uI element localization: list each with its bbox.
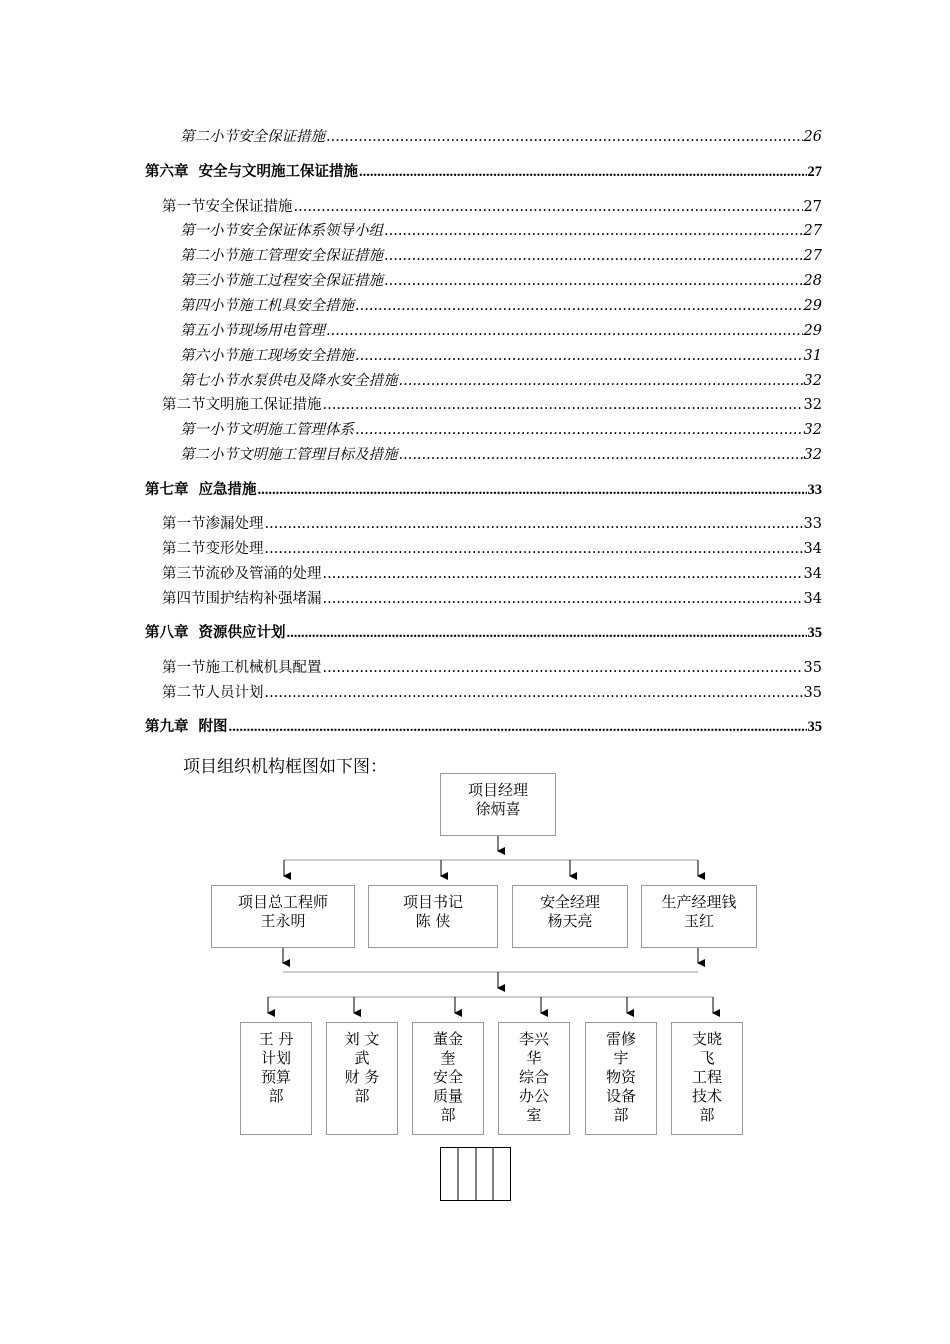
org-box-department bbox=[671, 1022, 743, 1135]
toc-entry-title: 人员计划 bbox=[205, 685, 264, 701]
toc-entry-page: 26 bbox=[803, 129, 822, 145]
toc-entry-page: 33 bbox=[807, 482, 822, 498]
toc-entry-title: 流砂及管涌的处理 bbox=[205, 566, 322, 582]
org-box-department bbox=[585, 1022, 657, 1135]
org-box-text-line: 华 bbox=[526, 1049, 542, 1067]
toc-entry-number: 第一节 bbox=[162, 660, 206, 676]
toc-entry-title: 应急措施 bbox=[198, 482, 257, 498]
org-box-text-line: 项目经理 bbox=[467, 781, 528, 799]
toc-entry-title: 施工过程安全保证措施 bbox=[238, 273, 383, 289]
toc-entry-number: 第二小节 bbox=[180, 248, 238, 264]
org-box-text-line: 李兴 bbox=[518, 1030, 549, 1048]
toc-entry-page: 34 bbox=[803, 541, 822, 557]
org-box-text-line: 部 bbox=[699, 1106, 715, 1124]
toc-entry-page: 34 bbox=[803, 566, 822, 582]
org-box-text-line: 刘 文 bbox=[344, 1030, 380, 1048]
toc-entry-number: 第四节 bbox=[162, 591, 206, 607]
org-box-text-line: 飞 bbox=[699, 1049, 715, 1067]
toc-entry-page: 32 bbox=[803, 397, 822, 413]
toc-entry-page: 27 bbox=[803, 223, 822, 239]
toc-entry-page: 34 bbox=[803, 591, 822, 607]
org-box-department bbox=[326, 1022, 398, 1135]
toc-entry-page: 27 bbox=[803, 248, 822, 264]
toc-entry-title: 安全保证措施 bbox=[205, 199, 293, 215]
toc-entry-number: 第三节 bbox=[162, 566, 206, 582]
toc-entry-page: 32 bbox=[803, 447, 822, 463]
org-box-text-line: 陈 侠 bbox=[415, 912, 451, 930]
toc-entry-page: 29 bbox=[803, 323, 822, 339]
toc-entry-title: 资源供应计划 bbox=[198, 625, 286, 641]
toc-entry-number: 第二节 bbox=[162, 685, 206, 701]
toc-entry-number: 第一节 bbox=[162, 516, 206, 532]
toc-entry-title: 现场用电管理 bbox=[238, 323, 325, 339]
toc-entry-number: 第二节 bbox=[162, 541, 206, 557]
toc-entry-number: 第八章 bbox=[145, 625, 189, 641]
toc-entry-page: 27 bbox=[803, 199, 822, 215]
org-box-text-line: 徐炳喜 bbox=[475, 800, 521, 818]
org-box-department bbox=[240, 1022, 312, 1135]
toc-entry-title: 施工机械机具配置 bbox=[205, 660, 322, 676]
toc-entry-number: 第五小节 bbox=[180, 323, 238, 339]
toc-entry-title: 渗漏处理 bbox=[205, 516, 264, 532]
toc-entry-title: 施工机具安全措施 bbox=[238, 298, 354, 314]
toc-entry-number: 第七章 bbox=[145, 482, 189, 498]
toc-entry-number: 第一小节 bbox=[180, 223, 238, 239]
toc-entry-page: 32 bbox=[803, 373, 822, 389]
toc-entry-title: 文明施工保证措施 bbox=[205, 397, 322, 413]
org-box-text-line: 董金 bbox=[432, 1030, 463, 1048]
toc-entry-page: 35 bbox=[807, 625, 822, 641]
org-box-text-line: 部 bbox=[354, 1087, 370, 1105]
toc-entry-title: 施工管理安全保证措施 bbox=[238, 248, 383, 264]
org-box-level2 bbox=[512, 885, 628, 948]
org-box-level2 bbox=[368, 885, 498, 948]
org-box-text-line: 部 bbox=[440, 1106, 456, 1124]
org-box-text-line: 奎 bbox=[440, 1049, 456, 1067]
org-box-text-line: 支晓 bbox=[691, 1030, 722, 1048]
org-box-text-line: 物资 bbox=[605, 1068, 636, 1086]
org-box-text-line: 宇 bbox=[613, 1049, 629, 1067]
org-box-text-line: 办公 bbox=[518, 1087, 549, 1105]
org-box-level2 bbox=[641, 885, 757, 948]
toc-entry-title: 水泵供电及降水安全措施 bbox=[238, 373, 398, 389]
org-box-text-line: 生产经理钱 bbox=[661, 893, 737, 911]
org-box-text-line: 综合 bbox=[518, 1068, 549, 1086]
org-box-department bbox=[412, 1022, 484, 1135]
toc-entry-title: 安全保证体系领导小组 bbox=[238, 223, 383, 239]
bottom-grid-block bbox=[441, 1147, 511, 1201]
org-box-text-line: 工程 bbox=[691, 1068, 722, 1086]
org-box-text-line: 质量 bbox=[432, 1087, 463, 1105]
toc-entry-title: 安全与文明施工保证措施 bbox=[198, 164, 358, 180]
toc-entry-page: 35 bbox=[803, 685, 822, 701]
org-box-text-line: 部 bbox=[613, 1106, 629, 1124]
toc-entry-number: 第二小节 bbox=[180, 129, 238, 145]
toc-entry-title: 文明施工管理目标及措施 bbox=[238, 447, 398, 463]
toc-entry-number: 第三小节 bbox=[180, 273, 238, 289]
org-box-text-line: 安全经理 bbox=[539, 893, 600, 911]
toc-entry-number: 第一小节 bbox=[180, 422, 238, 438]
toc-entry-number: 第四小节 bbox=[180, 298, 238, 314]
org-box-text-line: 安全 bbox=[432, 1068, 463, 1086]
toc-entry-number: 第九章 bbox=[145, 719, 189, 735]
org-box-text-line: 预算 bbox=[260, 1068, 291, 1086]
toc-entry-title: 文明施工管理体系 bbox=[238, 422, 354, 438]
toc-entry-title: 施工现场安全措施 bbox=[238, 348, 354, 364]
toc-entry-title: 安全保证措施 bbox=[238, 129, 325, 145]
toc-entry-page: 32 bbox=[803, 422, 822, 438]
toc-entry-number: 第六章 bbox=[145, 164, 189, 180]
org-box-text-line: 项目总工程师 bbox=[237, 893, 328, 911]
toc-entry-title: 变形处理 bbox=[205, 541, 264, 557]
org-box-text-line: 王 丹 bbox=[258, 1030, 294, 1048]
toc-entry-page: 31 bbox=[803, 348, 822, 364]
toc-entry-number: 第六小节 bbox=[180, 348, 238, 364]
toc-entry-page: 33 bbox=[803, 516, 822, 532]
org-chart-caption: 项目组织机构框图如下图： bbox=[183, 757, 387, 777]
org-box-text-line: 计划 bbox=[260, 1049, 291, 1067]
org-box-level2 bbox=[211, 885, 355, 948]
org-box-text-line: 武 bbox=[354, 1049, 370, 1067]
org-box-department bbox=[498, 1022, 570, 1135]
toc-entry-number: 第一节 bbox=[162, 199, 206, 215]
org-box-text-line: 杨天亮 bbox=[547, 912, 593, 930]
org-box-text-line: 雷修 bbox=[605, 1030, 636, 1048]
org-box-text-line: 部 bbox=[268, 1087, 284, 1105]
toc-entry-page: 28 bbox=[803, 273, 822, 289]
toc-entry-number: 第七小节 bbox=[180, 373, 238, 389]
org-box-text-line: 技术 bbox=[691, 1087, 722, 1105]
toc-entry-page: 35 bbox=[803, 660, 822, 676]
org-box-text-line: 项目书记 bbox=[402, 893, 463, 911]
toc-entry-number: 第二小节 bbox=[180, 447, 238, 463]
org-box-text-line: 玉红 bbox=[683, 912, 714, 930]
toc-entry-title: 附图 bbox=[198, 719, 228, 735]
org-box-text-line: 王永明 bbox=[260, 912, 306, 930]
org-box-text-line: 室 bbox=[526, 1106, 542, 1124]
toc-entry-number: 第二节 bbox=[162, 397, 206, 413]
org-box-text-line: 设备 bbox=[605, 1087, 636, 1105]
org-box-text-line: 财 务 bbox=[344, 1068, 380, 1086]
toc-entry-title: 围护结构补强堵漏 bbox=[205, 591, 322, 607]
org-box-project-manager bbox=[440, 773, 556, 836]
toc-entry-page: 29 bbox=[803, 298, 822, 314]
toc-entry-page: 27 bbox=[807, 164, 822, 180]
toc-entry-page: 35 bbox=[807, 719, 822, 735]
